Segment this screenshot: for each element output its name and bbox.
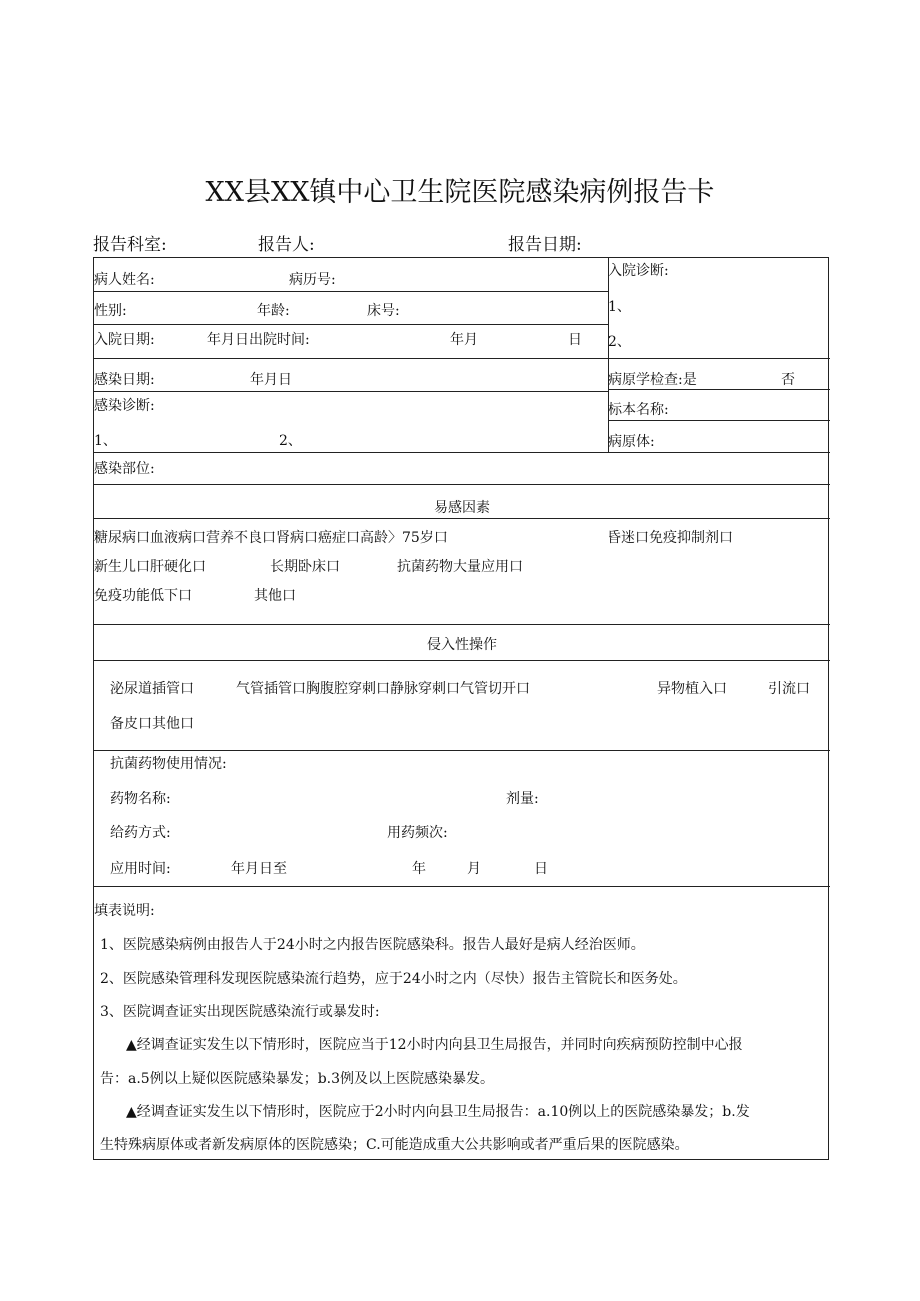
grid-line — [94, 484, 830, 485]
route-label: 给药方式: — [110, 825, 171, 841]
grid-line — [94, 452, 830, 453]
pathogen-check-label: 病原学检查:是 — [608, 372, 697, 388]
specimen-name-label: 标本名称: — [608, 402, 669, 418]
report-date-label: 报告日期: — [508, 235, 582, 255]
infection-diagnosis-2: 2、 — [279, 433, 302, 449]
discharge-day: 日 — [568, 332, 582, 348]
admit-diagnosis-label: 入院诊断: — [608, 263, 669, 279]
reporter-label: 报告人: — [258, 235, 315, 255]
usage-time-day: 日 — [534, 861, 548, 877]
instruction-5-line-1: ▲经调查证实发生以下情形时，医院应于2小时内向县卫生局报告：a.10例以上的医院感染暴发；b.发 — [126, 1104, 750, 1120]
usage-time-year: 年 — [412, 861, 426, 877]
report-form — [93, 257, 829, 1160]
usage-time-from: 年月日至 — [231, 861, 287, 877]
infection-diagnosis-1: 1、 — [94, 433, 117, 449]
risk-factors-line-1b: 昏迷口免疫抑制剂口 — [607, 530, 733, 546]
grid-line — [94, 518, 830, 519]
admit-date-label: 入院日期: — [94, 332, 155, 348]
invasive-item-a: 泌尿道插管口 — [110, 681, 194, 697]
risk-factors-line-2c: 抗菌药物大量应用口 — [397, 559, 523, 575]
risk-factors-line-1: 糖尿病口血液病口营养不良口肾病口癌症口高龄〉75岁口 — [94, 530, 448, 546]
grid-line — [94, 750, 830, 751]
grid-line — [94, 358, 830, 359]
patient-name-label: 病人姓名: — [94, 272, 155, 288]
instruction-5-line-2: 生特殊病原体或者新发病原体的医院感染；C.可能造成重大公共影响或者严重后果的医院感染。 — [100, 1137, 689, 1153]
instruction-4-line-2: 告：a.5例以上疑似医院感染暴发；b.3例及以上医院感染暴发。 — [100, 1071, 495, 1087]
instruction-3: 3、医院调查证实出现医院感染流行或暴发时: — [100, 1004, 380, 1020]
grid-line — [94, 886, 830, 887]
drug-name-label: 药物名称: — [110, 791, 171, 807]
grid-line — [608, 420, 830, 421]
discharge-year-month: 年月 — [450, 332, 478, 348]
pathogen-check-no: 否 — [781, 372, 795, 388]
risk-factors-line-3b: 其他口 — [254, 588, 296, 604]
pathogen-label: 病原体: — [608, 434, 655, 450]
risk-factors-line-3a: 免疫功能低下口 — [94, 588, 192, 604]
grid-line — [94, 291, 608, 292]
grid-line — [608, 258, 609, 452]
sex-label: 性别: — [94, 303, 127, 319]
instruction-1: 1、医院感染病例由报告人于24小时之内报告医院感染科。报告人最好是病人经治医师。 — [100, 937, 645, 953]
dose-label: 剂量: — [506, 791, 539, 807]
invasive-item-e: 备皮口其他口 — [110, 716, 194, 732]
invasive-item-c: 异物植入口 — [657, 681, 727, 697]
infection-date-ymd: 年月日 — [250, 372, 292, 388]
bed-label: 床号: — [367, 303, 400, 319]
risk-factors-line-2b: 长期卧床口 — [270, 559, 340, 575]
admit-diagnosis-1: 1、 — [608, 299, 631, 315]
antibiotic-usage-heading: 抗菌药物使用情况: — [110, 756, 227, 772]
instructions-heading: 填表说明: — [94, 903, 155, 919]
infection-date-label: 感染日期: — [94, 372, 155, 388]
record-no-label: 病历号: — [289, 272, 336, 288]
risk-factors-line-2a: 新生儿口肝硬化口 — [94, 559, 206, 575]
usage-time-month: 月 — [467, 861, 481, 877]
admit-diagnosis-2: 2、 — [608, 334, 631, 350]
risk-factors-heading: 易感因素 — [434, 500, 490, 516]
infection-diagnosis-label: 感染诊断: — [94, 398, 155, 414]
invasive-item-d: 引流口 — [768, 681, 810, 697]
invasive-item-b: 气管插管口胸腹腔穿刺口静脉穿刺口气管切开口 — [236, 681, 530, 697]
grid-line — [94, 624, 830, 625]
frequency-label: 用药频次: — [387, 825, 448, 841]
grid-line — [94, 324, 608, 325]
invasive-procedures-heading: 侵入性操作 — [427, 637, 497, 653]
grid-line — [608, 389, 830, 390]
grid-line — [94, 660, 830, 661]
grid-line — [94, 391, 608, 392]
discharge-time-label: 年月日出院时间: — [207, 332, 310, 348]
report-dept-label: 报告科室: — [93, 235, 167, 255]
infection-site-label: 感染部位: — [94, 461, 155, 477]
instruction-4-line-1: ▲经调查证实发生以下情形时，医院应当于12小时内向县卫生局报告，并同时向疾病预防控制中心报 — [126, 1037, 743, 1053]
age-label: 年龄: — [257, 303, 290, 319]
usage-time-label: 应用时间: — [110, 861, 171, 877]
instruction-2: 2、医院感染管理科发现医院感染流行趋势，应于24小时之内（尽快）报告主管院长和医务处。 — [100, 971, 687, 987]
page-title: XX县XX镇中心卫生院医院感染病例报告卡 — [205, 177, 715, 208]
